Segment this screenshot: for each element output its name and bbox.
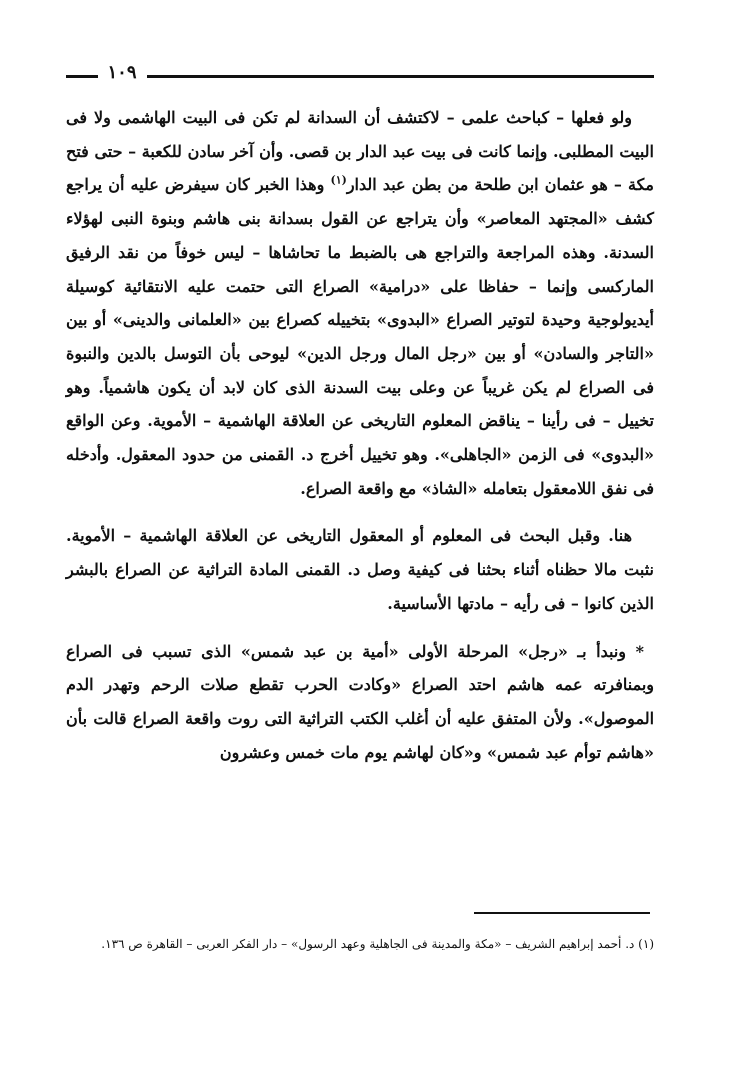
paragraph-2: [66, 519, 654, 620]
text-line: وبمنافرته عمه هاشم احتد الصراع «وكادت الحرب تقطع صلات الرحم وتهدر الدم: [66, 675, 654, 695]
text-line: «البدوى» بتخييله كصراع بين «العلمانى والدينى» أو بين «التاجر والسادن» أو بين: [66, 310, 655, 363]
text-line: للكعبة – حتى فتح مكة – هو عثمان ابن طلحة من بطن عبد الدار: [66, 141, 654, 195]
text-line: الموصول». ولأن المتفق عليه أن أغلب الكتب التراثية التى روت واقعة الصراع: [132, 708, 655, 728]
text-line: الأموية. نثبت مالا حظناه أثناء بحثنا فى كيفية وصل د. القمنى المادة التراثية عن: [66, 526, 654, 580]
text-line: ولو فعلها – كباحث علمى – لاكتشف أن السدانة لم تكن فى البيت الهاشمى: [117, 108, 633, 127]
page-number: ١٠٩: [107, 62, 137, 83]
text-line: رأينا – يناقض المعلوم التاريخى عن العلاقة الهاشمية – الأموية. وعن الواقع: [66, 411, 569, 431]
text-line: وهذا الخبر: [255, 175, 325, 195]
text-line: غريباً عن وعلى بيت السدنة الذى كان لابد أن يكون هاشمياً. وهو تخييل – فى: [66, 377, 654, 431]
text-line: ما تحاشاها – ليس خوفاً من نقد الرفيق الماركسى وإنما – حفاظا على «درامية»: [66, 242, 655, 296]
text-line: ولا فى البيت المطلبى. وإنما كانت فى بيت عبد الدار بن قصى. وأن آخر سادن: [66, 108, 655, 161]
text-line: * ونبدأ بـ «رجل» المرحلة الأولى «أمية بن عبد شمس» الذى تسبب فى الصراع: [66, 641, 644, 661]
text-line: بسدانة بنى هاشم وبنوة النبى لهؤلاء السدنة. وهذه المراجعة والتراجع هى بالضبط: [66, 209, 654, 262]
footnote-line: ١٣٦.: [101, 937, 125, 951]
text-line: هنا. وقبل البحث فى المعلوم أو المعقول التاريخى عن العلاقة الهاشمية –: [123, 526, 632, 546]
header-rule-short: [66, 75, 98, 78]
paragraph-3: [66, 635, 654, 770]
footnote-marker: (١): [330, 174, 347, 188]
footnote-rule: [474, 912, 650, 914]
text-line: الصراع التى حتمت عليه الانتقائية كوسيلة أيديولوجية وحيدة لتوتير الصراع: [66, 276, 654, 330]
text-line: كان سيفرض عليه أن يراجع كشف «المجتهد المعاصر» وأن يتراجع عن القول: [66, 175, 654, 229]
footnote-text: [66, 932, 654, 956]
footnote-line: (١) د. أحمد إبراهيم الشريف – «مكة والمدينة فى الجاهلية وعهد الرسول» – دار الفكر العربى – القاهرة ص: [128, 937, 654, 951]
footnote: [66, 932, 654, 956]
text-line: «البدوى» فى الزمن «الجاهلى». وهو تخييل أخرج د. القمنى من حدود المعقول.: [115, 445, 654, 465]
page-header: [66, 58, 654, 88]
header-rule-long: [147, 75, 654, 78]
text-line: الصراع بالبشر الذين كانوا – فى رأيه – مادتها الأساسية.: [66, 560, 654, 613]
paragraph-1: [66, 101, 654, 505]
text-line: قالت بأن «هاشم توأم عبد شمس» و«كان لهاشم يوم مات خمس وعشرون: [66, 708, 654, 762]
text-line: وأدخله فى نفق اللامعقول بتعامله «الشاذ» مع واقعة الصراع.: [66, 445, 654, 498]
text-line: «رجل المال ورجل الدين» ليوحى بأن التوسل بالدين والنبوة فى الصراع لم يكن: [66, 343, 655, 397]
body-text: [66, 101, 654, 769]
